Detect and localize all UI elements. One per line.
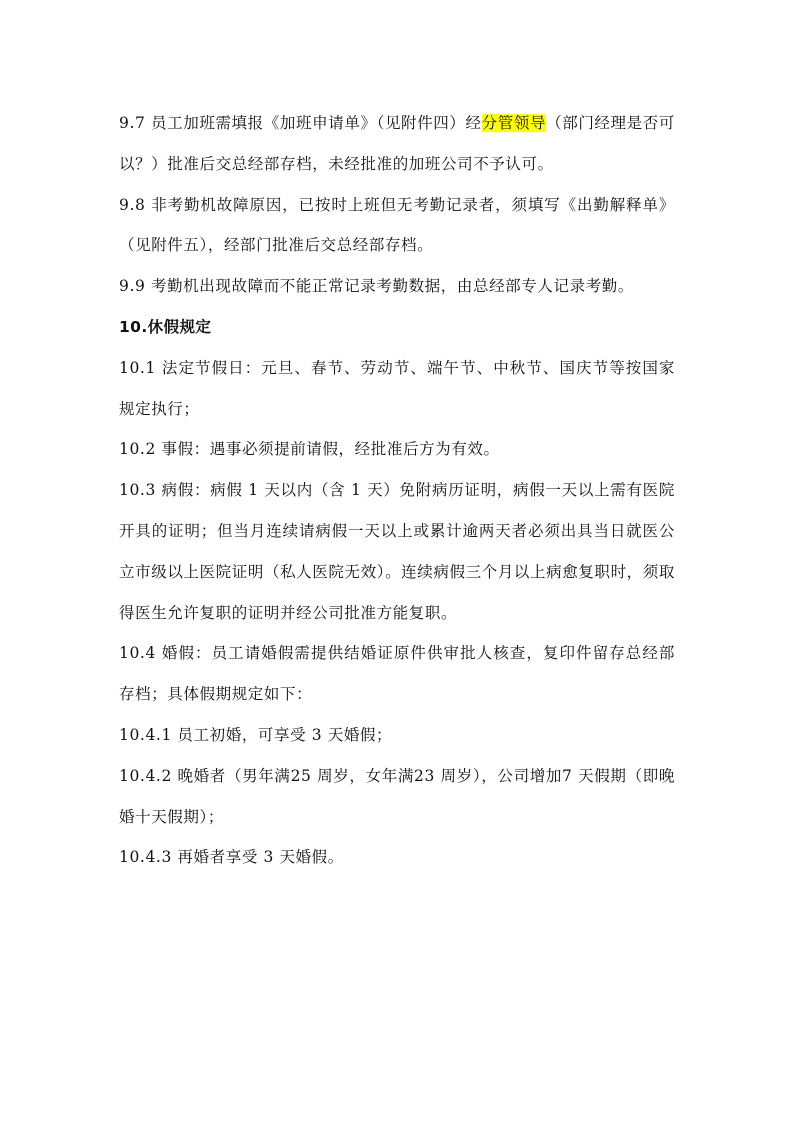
clause-9-9: 9.9 考勤机出现故障而不能正常记录考勤数据，由总经部专人记录考勤。 bbox=[119, 277, 634, 296]
clause-9-7-text-before: 9.7 员工加班需填报《加班申请单》（见附件四）经 bbox=[119, 114, 482, 132]
highlighted-text: 分管领导 bbox=[481, 114, 547, 132]
clause-9-7-text-after: （部门经理是否可以？）批准后交总经部存档，未经批准的加班公司不予认可。 bbox=[119, 114, 675, 173]
clause-9-7 bbox=[119, 103, 675, 185]
section-heading-leave-rules: 10.休假规定 bbox=[119, 317, 212, 336]
clause-10-4-1: 10.4.1 员工初婚，可享受 3 天婚假； bbox=[119, 725, 393, 744]
clause-10-4-3: 10.4.3 再婚者享受 3 天婚假。 bbox=[119, 848, 344, 867]
clause-9-8: 9.8 非考勤机故障原因，已按时上班但无考勤记录者，须填写《出勤解释单》（见附件五），经部门批准后交总经部存档。 bbox=[119, 195, 675, 255]
clause-10-3: 10.3 病假：病假 1 天以内（含 1 天）免附病历证明，病假一天以上需有医院开具的证明；但当月连续请病假一天以上或累计逾两天者必须出具当日就医公立市级以上医院证明（私人医院无效）。连续病假三个月以上病愈复职时，须取得医生允许复职的证明并经公司批准方能复职。 bbox=[119, 481, 675, 622]
clause-10-2: 10.2 事假：遇事必须提前请假，经批准后方为有效。 bbox=[119, 440, 500, 459]
clause-10-4-2: 10.4.2 晚婚者（男年满25 周岁，女年满23 周岁），公司增加7 天假期（即晚婚十天假期）； bbox=[119, 766, 675, 826]
document-body bbox=[119, 103, 675, 878]
clause-10-4: 10.4 婚假：员工请婚假需提供结婚证原件供审批人核查，复印件留存总经部存档；具体假期规定如下： bbox=[119, 644, 675, 704]
clause-10-1: 10.1 法定节假日：元旦、春节、劳动节、端午节、中秋节、国庆节等按国家规定执行； bbox=[119, 358, 675, 418]
